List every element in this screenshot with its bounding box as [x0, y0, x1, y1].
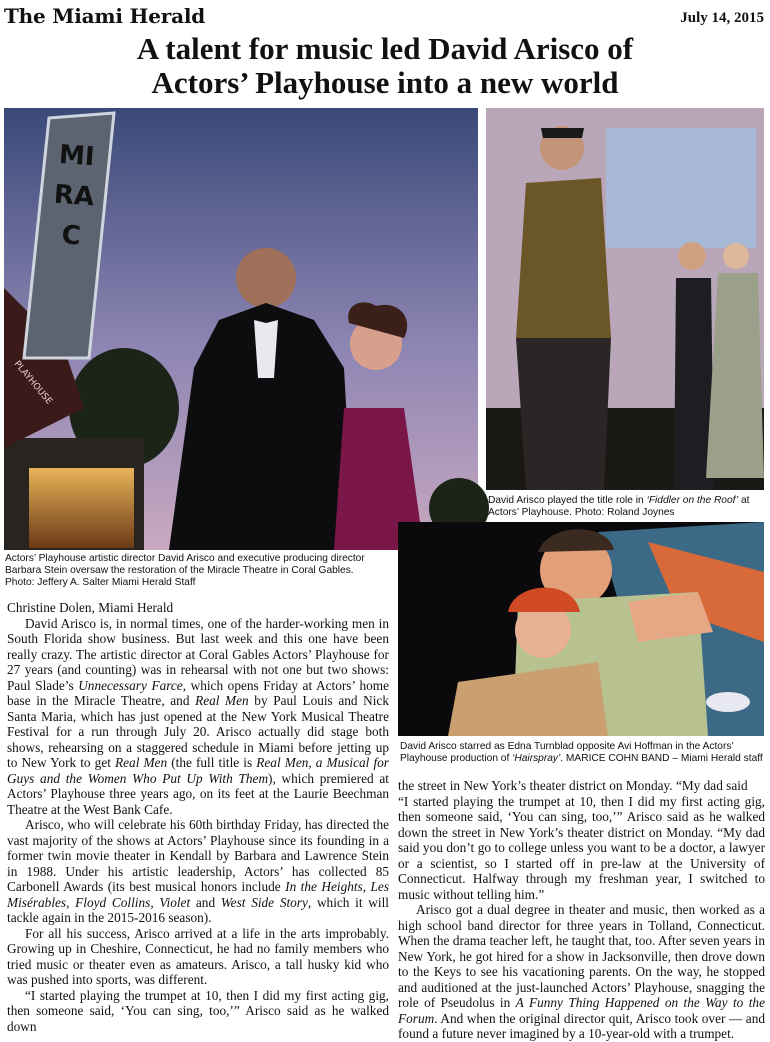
- hairspray-photo-caption: [400, 741, 766, 765]
- article-column-left: [7, 600, 389, 1032]
- paragraph-5: “I started playing the trumpet at 10, then I did my first acting gig, then someone said, ‘You can sing, too,’” Arisco said as he walked down the street in New York’s theater district on Monday. “My dad said you don’t go to college unless you want to be a doctor, a lawyer or a scientist, so I started off in pre-law at the University of Connecticut. Halfway through my freshman year, I switched to music without telling him.”: [398, 793, 765, 902]
- paragraph-4: “I started playing the trumpet at 10, then I did my first acting gig, then someone said, ‘You can sing, too,’” Arisco said as he walked down: [7, 987, 389, 1034]
- fiddler-caption-line-1: [488, 495, 768, 507]
- hairspray-caption-line-1: David Arisco starred as Edna Turnblad opposite Avi Hoffman in the Actors’: [400, 741, 734, 752]
- paragraph-6: [398, 902, 765, 1042]
- headline-line-2: Actors’ Playhouse into a new world: [151, 65, 619, 100]
- p1-title-real-men-2: Real Men: [115, 755, 168, 770]
- theatre-sign-letters: MIRAC: [52, 139, 96, 252]
- hairspray-photo-illustration: [398, 522, 764, 736]
- main-caption-line-2: Barbara Stein oversaw the restoration of the Miracle Theatre in Coral Gables.: [5, 565, 354, 576]
- main-caption-credit: Photo: Jeffery A. Salter Miami Herald Staff: [5, 577, 196, 588]
- main-photo-caption: [5, 553, 395, 589]
- p1-text-g: (the full title is: [167, 755, 257, 770]
- fiddler-caption-show-title: ‘Fiddler on the Roof’: [646, 495, 739, 506]
- p1-title-real-men: Real Men: [195, 693, 249, 708]
- paragraph-3: For all his success, Arisco arrived at a life in the arts improbably. Growing up in Cheshire, Connecticut, he had no family members who tried music or theater even as amateurs. Arisco, a tall husky kid who was pushed into sports, was different.: [7, 925, 389, 987]
- p1-title-unnecessary-farce: Unnecessary Farce: [78, 677, 183, 693]
- paragraph-2: [7, 817, 389, 926]
- p1-text-i: ), which premiered at Actors’ Playhouse three years ago, on its feet at the Laurie Beechman Theatre at the West Bank Cafe.: [7, 770, 389, 817]
- publication-date: July 14, 2015: [680, 10, 764, 26]
- main-caption-line-1: Actors’ Playhouse artistic director David Arisco and executive producing director: [5, 553, 365, 564]
- fiddler-photo-caption: [488, 495, 768, 519]
- p2-title-west-side-story: West Side Story: [220, 894, 308, 910]
- p6-text-a: Arisco got a dual degree in theater and music, then worked as a high school band director for three years in Tolland, Connecticut. When the drama teacher left, he taught that, too. After seven years in New York, he got hired for a show in Jacksonville, then drove down to the Keys to see his vacationing parents. On the way, he stopped and auditioned at the just-launched Actors’ Playhouse, snagging the role of Pseudolus in: [398, 902, 765, 1010]
- hairspray-photo: [398, 522, 764, 736]
- hairspray-caption-text: Playhouse production of: [400, 753, 513, 764]
- hairspray-caption-show-title: ‘Hairspray’: [512, 753, 561, 764]
- fiddler-caption-text: David Arisco played the title role in: [488, 495, 647, 506]
- p1-text-c: , which opens Friday at Actors’ home base in the Miracle Theatre, and: [7, 677, 389, 708]
- p1-full-title: Real Men, a Musical for Guys and the Women Who Put Up With Them: [7, 755, 389, 786]
- fiddler-on-the-roof-photo: [486, 108, 764, 490]
- hairspray-caption-line-2: [400, 753, 766, 765]
- main-photo-miracle-theatre: [4, 108, 478, 550]
- paragraph-1: [7, 616, 389, 818]
- masthead: The Miami Herald: [4, 4, 206, 28]
- p1-text-a: David Arisco is, in normal times, one of the harder-working men in South Florida show business. But last week and this one have been really crazy. The artistic director at Coral Gables Actors’ Playhouse for 27 years (and counting) was in rehearsal with not one but two shows: Paul Slade’s: [7, 615, 389, 693]
- p2-text-e: , which it will tackle again in the 2015-2016 season).: [7, 894, 389, 925]
- p6-title-funny-thing: A Funny Thing Happened on the Way to the Forum: [398, 995, 765, 1026]
- paragraph-4-continued: the street in New York’s theater district on Monday. “My dad said: [398, 778, 748, 793]
- p1-text-e: by Paul Louis and Nick Santa Maria, which has just opened at the New York Musical Theatre Festival for a run through July 20. Arisco actually did stage both shows, rehearsing on a staggered schedule in Miami before jetting up to New York to get: [7, 693, 389, 770]
- theatre-marquee-text: PLAYHOUSE: [11, 359, 54, 407]
- fiddler-photo-illustration: [486, 108, 764, 490]
- byline: Christine Dolen, Miami Herald: [7, 600, 174, 615]
- p6-text-c: . And when the original director quit, Arisco took over — and found a future never imagined by a 10-year-old with a trumpet.: [398, 1010, 765, 1041]
- headline: [0, 32, 770, 100]
- fiddler-caption-line-2: Actors’ Playhouse. Photo: Roland Joynes: [488, 507, 675, 518]
- article-column-right: [398, 778, 765, 1041]
- hairspray-caption-credit: . MARICE COHN BAND – Miami Herald staff: [560, 753, 763, 764]
- p2-text-a: Arisco, who will celebrate his 60th birthday Friday, has directed the vast majority of the shows at Actors’ Playhouse since its founding in a former twin movie theater in Kendall by Barbara and Lawrence Stein in 1988. Under his artistic leadership, Actors’ has collected 85 Carbonell Awards (its best musical honors include: [7, 817, 389, 894]
- p2-text-c: and: [190, 894, 221, 910]
- p2-titles: In the Heights, Les Misérables, Floyd Collins, Violet: [7, 879, 389, 910]
- headline-line-1: A talent for music led David Arisco of: [136, 31, 634, 66]
- fiddler-caption-text-end: at: [738, 495, 750, 506]
